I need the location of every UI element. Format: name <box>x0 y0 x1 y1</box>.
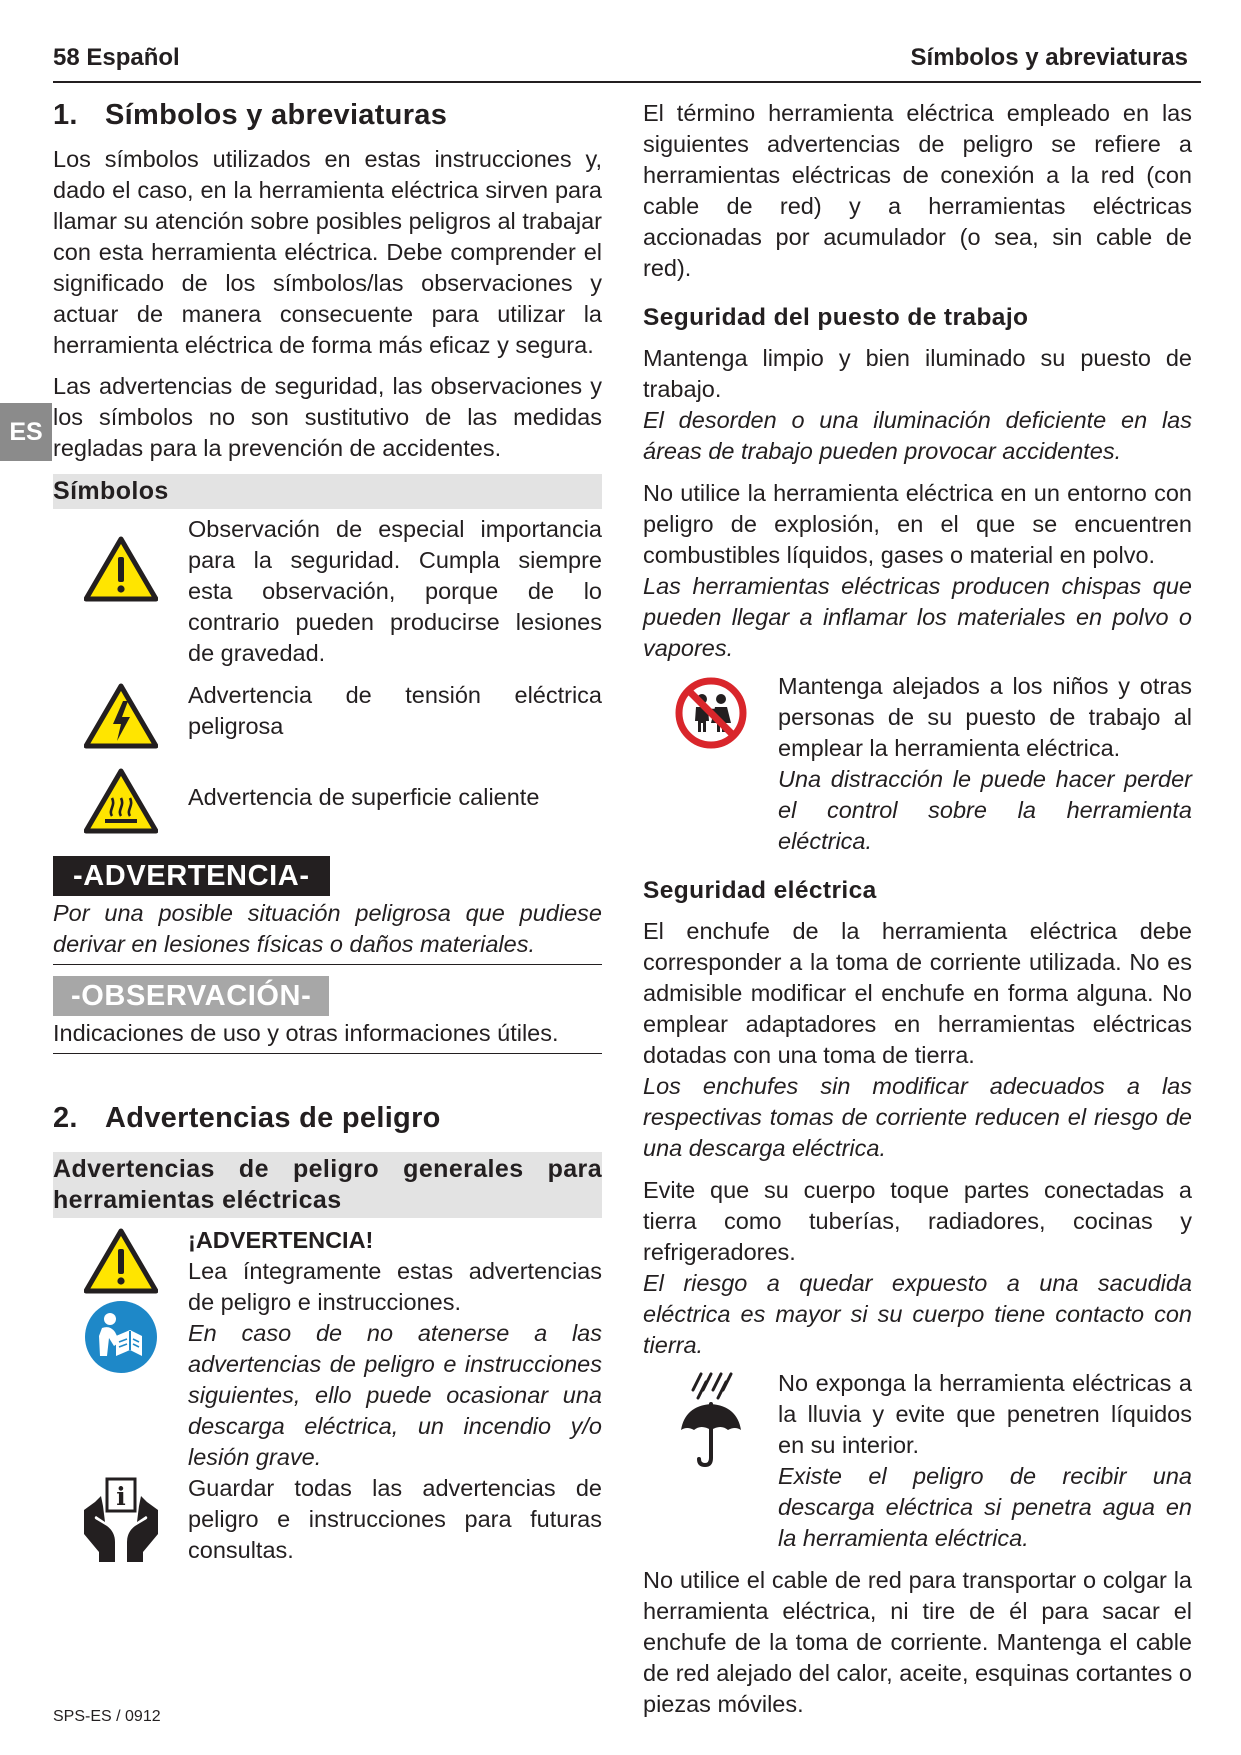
observacion-block <box>53 1018 602 1054</box>
symbol-row-electric-hazard <box>53 680 602 749</box>
read-manual-icon <box>84 1300 158 1374</box>
keep-children-away-block <box>643 671 1192 857</box>
running-header-title: Símbolos y abreviaturas <box>910 44 1188 71</box>
no-children-icon <box>675 677 747 749</box>
observacion-label: -OBSERVACIÓN- <box>53 976 602 1016</box>
symbol-description: Observación de especial importancia para la seguridad. Cumpla siempre esta observación, porque de lo contrario pueden producirse lesiones de gravedad. <box>188 516 602 666</box>
symbol-row-general-warning <box>53 514 602 669</box>
right-column <box>643 97 1192 1720</box>
header-rule <box>53 81 1201 83</box>
scope-paragraph: El término herramienta eléctrica empleado en las siguientes advertencias de peligro se refiere a herramientas eléctricas de conexión a la red (con cable de red) y a herramientas eléctricas accionadas por acumulador (o sea, sin cable de red). <box>643 100 1192 281</box>
keep-instructions-block <box>53 1473 602 1566</box>
symbol-description: Advertencia de superficie caliente <box>188 784 540 810</box>
keep-instructions-icon <box>79 1476 163 1562</box>
symbols-heading: Símbolos <box>53 474 602 509</box>
warning-title: ¡ADVERTENCIA! <box>188 1227 374 1253</box>
warning-consequences: En caso de no atenerse a las advertencias de peligro e instrucciones siguientes, ello puede ocasionar una descarga eléctrica, un incendio y/o lesión grave. <box>188 1320 602 1470</box>
hot-surface-icon <box>84 768 158 834</box>
advertencia-block <box>53 898 602 965</box>
keep-children-rule: Mantenga alejados a los niños y otras personas de su puesto de trabajo al emplear la herramienta eléctrica. <box>778 673 1192 761</box>
advertencia-label: -ADVERTENCIA- <box>53 856 602 896</box>
workplace-safety-heading: Seguridad del puesto de trabajo <box>643 304 1029 331</box>
keep-instructions-text: Guardar todas las advertencias de peligro e instrucciones para futuras consultas. <box>188 1475 602 1563</box>
explosion-reason: Las herramientas eléctricas producen chispas que pueden llegar a inflamar los materiales en polvo o vapores. <box>643 573 1192 661</box>
explosion-rule: No utilice la herramienta eléctrica en un entorno con peligro de explosión, en el que se encuentren combustibles líquidos, gases o material en polvo. <box>643 480 1192 568</box>
intro-paragraph: Los símbolos utilizados en estas instrucciones y, dado el caso, en la herramienta eléctrica sirven para llamar su atención sobre posibles peligros al trabajar con esta herramienta eléctrica. Debe comprender el significado de los símbolos/las observaciones y actuar de manera consecuente para utilizar la herramienta eléctrica de forma más eficaz y segura. <box>53 146 602 358</box>
keep-children-reason: Una distracción le puede hacer perder el control sobre la herramienta eléctrica. <box>778 766 1192 854</box>
section-number: 2. <box>53 1102 78 1134</box>
section-2-heading <box>53 1100 602 1136</box>
electric-hazard-icon <box>84 683 158 749</box>
rain-reason: Existe el peligro de recibir una descarga eléctrica si penetra agua en la herramienta eléctrica. <box>778 1463 1192 1551</box>
cable-rule: No utilice el cable de red para transportar o colgar la herramienta eléctrica, ni tire de él para sacar el enchufe de la toma de corriente. Mantenga el cable de red alejado del calor, aceite, esquinas cortantes o piezas móviles. <box>643 1567 1192 1717</box>
symbol-row-hot-surface <box>53 768 602 834</box>
symbol-description: Advertencia de tensión eléctrica peligrosa <box>188 682 602 739</box>
observacion-description: Indicaciones de uso y otras informaciones útiles. <box>53 1020 559 1046</box>
warning-triangle-icon <box>84 1228 158 1294</box>
general-warning-block <box>53 1225 602 1473</box>
workplace-clean-reason: El desorden o una iluminación deficiente en las áreas de trabajo pueden provocar accidentes. <box>643 407 1192 464</box>
advertencia-description: Por una posible situación peligrosa que pudiese derivar en lesiones físicas o daños materiales. <box>53 900 602 957</box>
rain-block <box>643 1368 1192 1554</box>
warning-triangle-icon <box>84 536 158 602</box>
section-title: Advertencias de peligro <box>105 1102 441 1134</box>
section-1-heading <box>53 97 602 133</box>
language-tab: ES <box>0 403 52 461</box>
warning-read-instructions: Lea íntegramente estas advertencias de peligro e instrucciones. <box>188 1258 602 1315</box>
general-warnings-heading: Advertencias de peligro generales para herramientas eléctricas <box>53 1152 602 1218</box>
page-number-language: 58 Español <box>53 44 180 71</box>
plug-reason: Los enchufes sin modificar adecuados a las respectivas tomas de corriente reducen el riesgo de una descarga eléctrica. <box>643 1073 1192 1161</box>
left-column <box>53 97 602 1566</box>
safety-note-paragraph: Las advertencias de seguridad, las observaciones y los símbolos no son sustitutivo de las medidas regladas para la prevención de accidentes. <box>53 373 602 461</box>
workplace-clean-rule: Mantenga limpio y bien iluminado su puesto de trabajo. <box>643 345 1192 402</box>
electrical-safety-heading: Seguridad eléctrica <box>643 877 877 904</box>
rain-umbrella-icon <box>677 1370 745 1470</box>
rain-rule: No exponga la herramienta eléctricas a la lluvia y evite que penetren líquidos en su interior. <box>778 1370 1192 1458</box>
section-number: 1. <box>53 99 78 131</box>
plug-rule: El enchufe de la herramienta eléctrica debe corresponder a la toma de corriente utilizada. No es admisible modificar el enchufe en forma alguna. No emplear adaptadores en herramientas eléctricas dotadas con una toma de tierra. <box>643 918 1192 1068</box>
section-title: Símbolos y abreviaturas <box>105 99 448 131</box>
footer-document-code: SPS-ES / 0912 <box>53 1708 161 1725</box>
grounded-surfaces-reason: El riesgo a quedar expuesto a una sacudida eléctrica es mayor si su cuerpo tiene contacto con tierra. <box>643 1270 1192 1358</box>
svg-text:i: i <box>115 1482 126 1511</box>
grounded-surfaces-rule: Evite que su cuerpo toque partes conectadas a tierra como tuberías, radiadores, cocinas y refrigeradores. <box>643 1177 1192 1265</box>
